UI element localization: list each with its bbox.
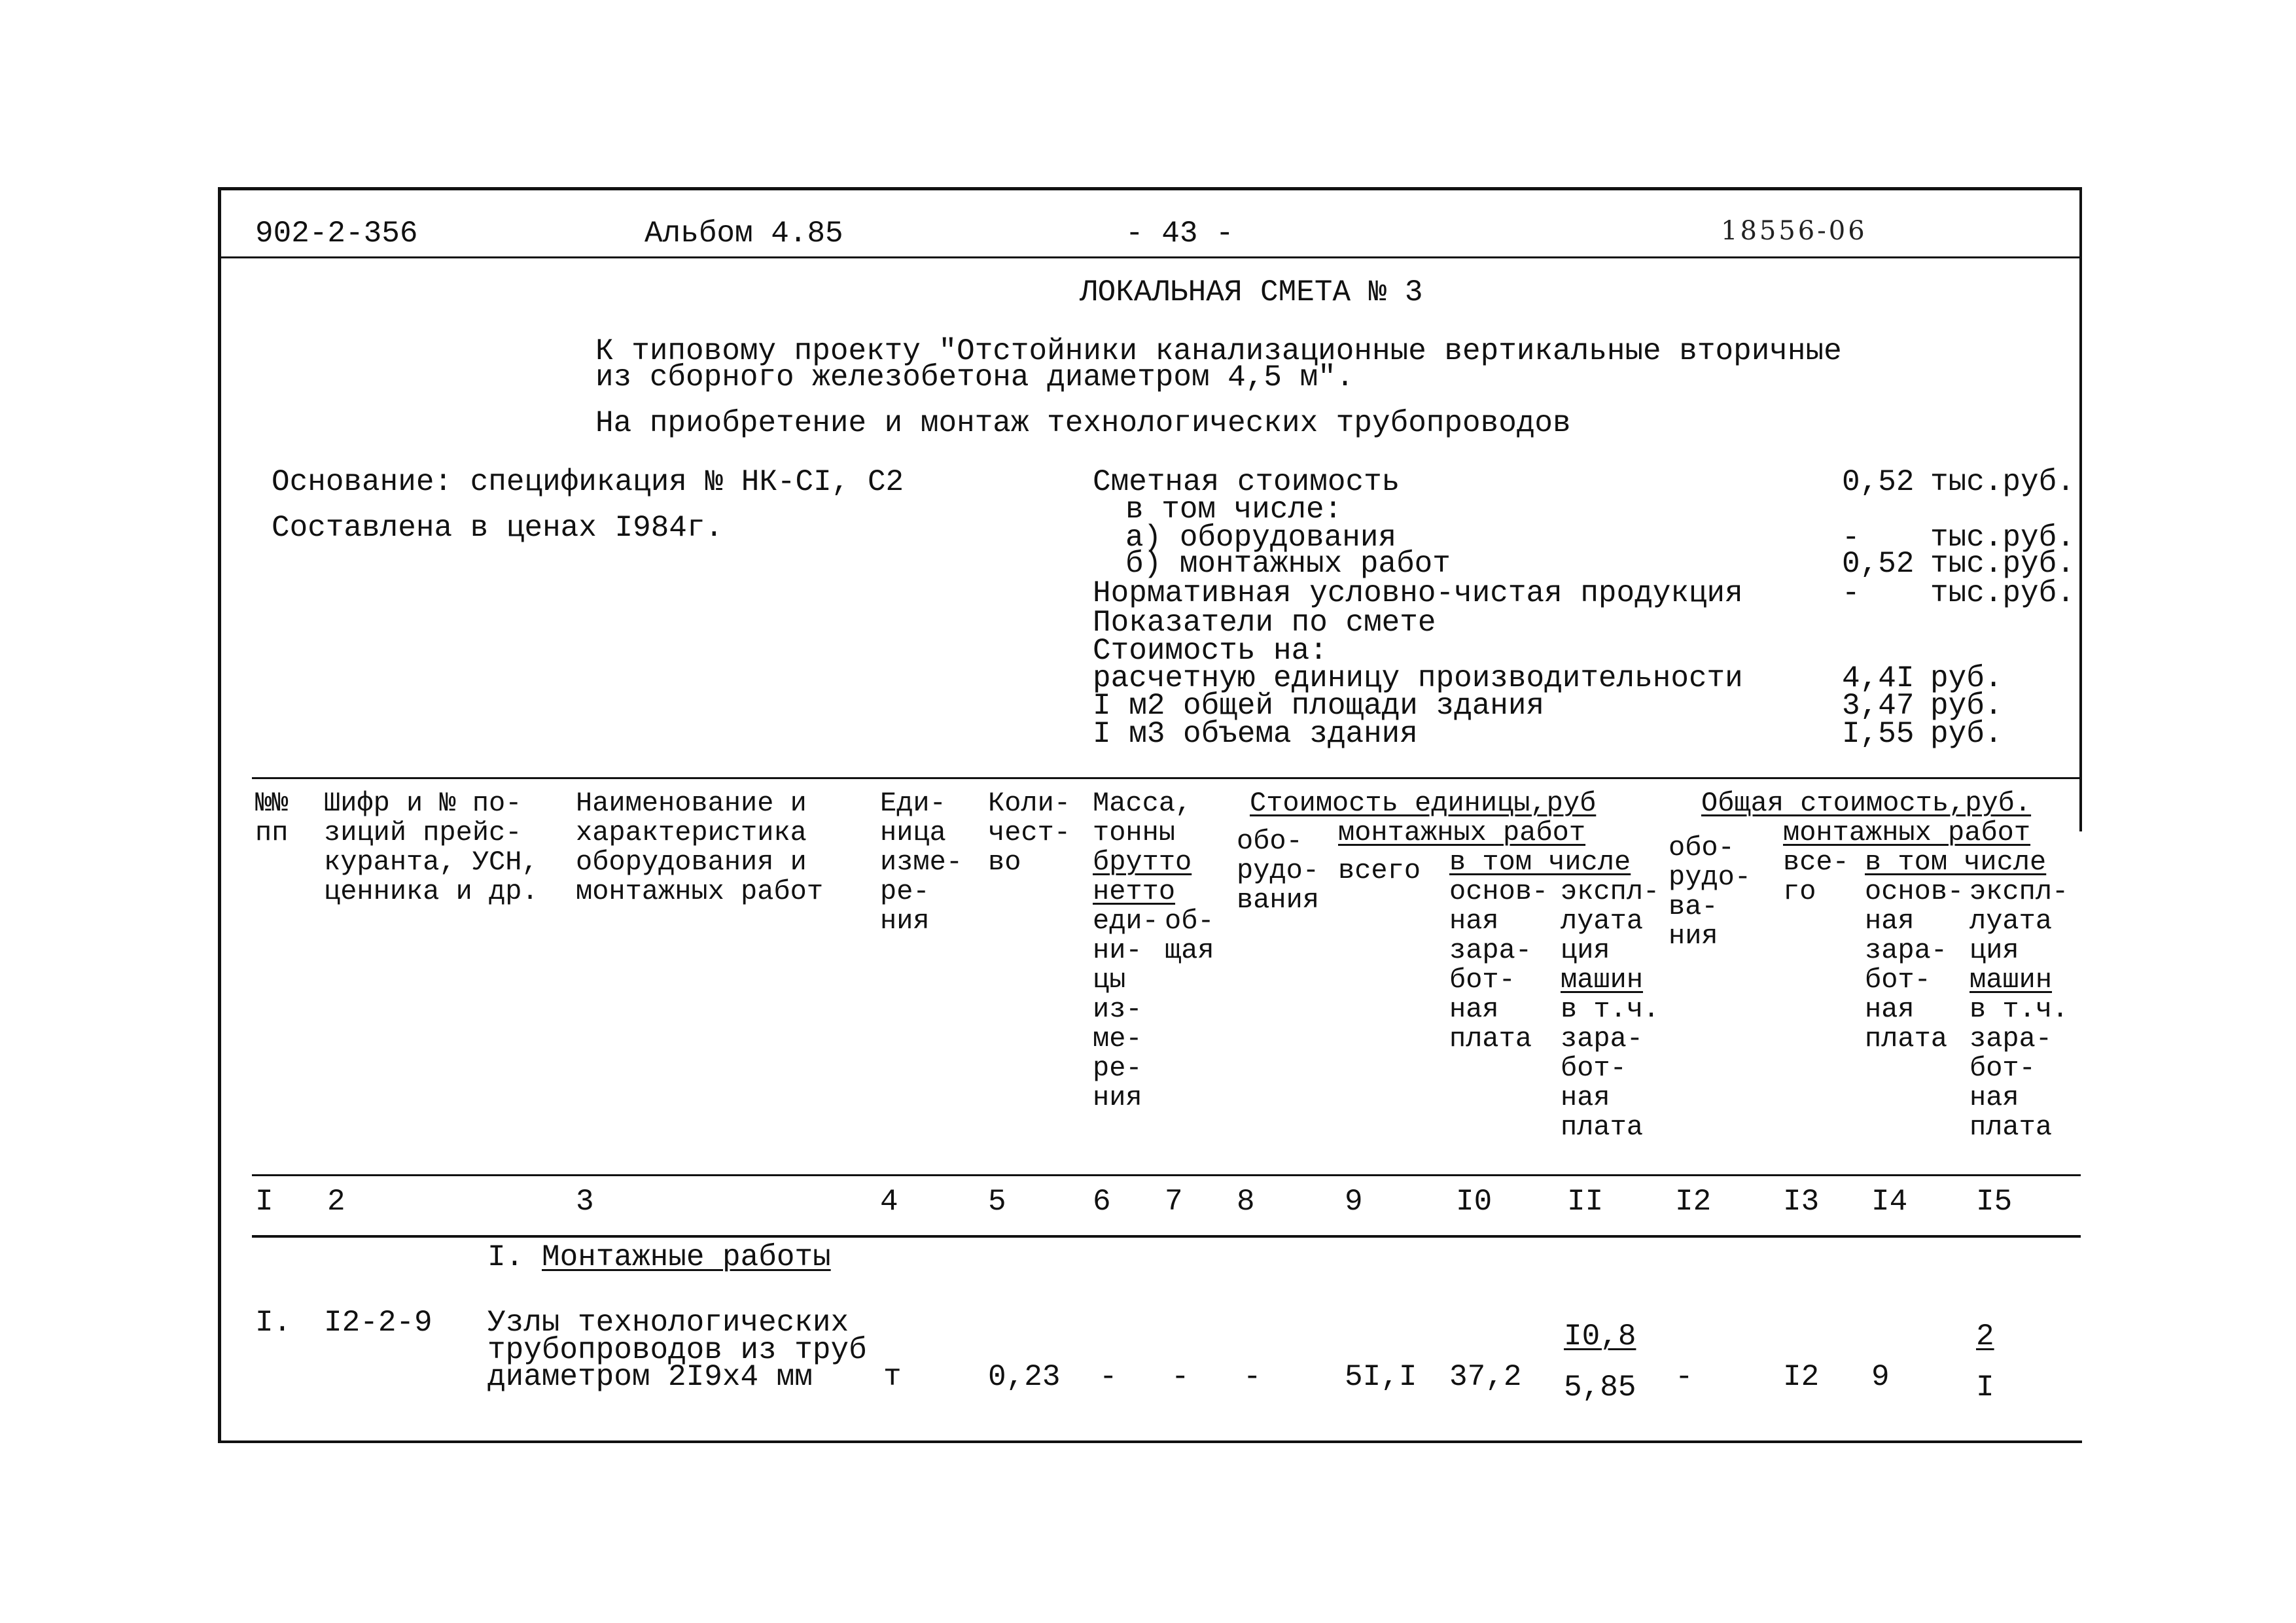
header-col4-line: изме- xyxy=(880,846,963,878)
column-number: 6 xyxy=(1093,1185,1111,1219)
column-number: 3 xyxy=(576,1185,594,1219)
header-col15-line: плата xyxy=(1969,1111,2053,1143)
summary-value: - xyxy=(1842,521,1860,555)
header-col14-line: основ- xyxy=(1865,876,1964,907)
header-col11-line: луата xyxy=(1561,905,1644,937)
header-total-cost-installation: монтажных работ xyxy=(1783,817,2031,848)
row-name-line: трубопроводов из труб xyxy=(487,1333,867,1367)
row-mass-total: - xyxy=(1171,1360,1190,1394)
header-col14-line: ная xyxy=(1865,905,1915,937)
frame-right-line xyxy=(2079,187,2082,831)
header-col2-line: куранта, УСН, xyxy=(324,846,539,878)
header-col15-line: машин xyxy=(1969,964,2053,996)
column-number: I xyxy=(255,1185,274,1219)
header-col15-line: бот- xyxy=(1969,1053,2036,1084)
summary-label: Показатели по смете xyxy=(1093,606,1436,640)
row-name-line: диаметром 2I9x4 мм xyxy=(487,1360,813,1394)
summary-value: - xyxy=(1842,576,1860,610)
row-unit: т xyxy=(883,1360,902,1394)
header-col6-line: ре- xyxy=(1093,1053,1142,1084)
header-col12-line: рудо- xyxy=(1669,862,1752,893)
summary-label: расчетную единицу производительности xyxy=(1093,661,1743,695)
header-col15-line: луата xyxy=(1969,905,2053,937)
summary-label: б) монтажных работ xyxy=(1125,547,1451,581)
header-unit-cost-installation: монтажных работ xyxy=(1338,817,1586,848)
column-numbers-bottom-line xyxy=(252,1235,2081,1238)
summary-label: I м3 объема здания xyxy=(1093,717,1418,751)
album-label: Альбом 4.85 xyxy=(645,217,843,251)
header-col3-line: монтажных работ xyxy=(576,876,824,907)
summary-label: Сметная стоимость xyxy=(1093,465,1400,499)
header-col6-line: еди- xyxy=(1093,905,1159,937)
header-col2-line: ценника и др. xyxy=(324,876,539,907)
summary-unit: руб. xyxy=(1930,717,2003,751)
frame-left-line xyxy=(218,187,221,1443)
header-col11-line: зара- xyxy=(1561,1023,1644,1055)
header-col8-line: вания xyxy=(1237,884,1320,916)
summary-unit: тыс.руб. xyxy=(1930,465,2075,499)
column-number: I5 xyxy=(1976,1185,2013,1219)
header-total-cost-including: в том числе xyxy=(1865,846,2047,878)
summary-label: Стоимость на: xyxy=(1093,634,1328,668)
row-install-total: I2 xyxy=(1783,1360,1820,1394)
header-col1-line: пп xyxy=(255,817,289,848)
header-col11-line: бот- xyxy=(1561,1053,1627,1084)
header-col10-line: плата xyxy=(1449,1023,1532,1055)
column-number: 4 xyxy=(880,1185,898,1219)
header-col3-line: оборудования и xyxy=(576,846,807,878)
header-col10-line: основ- xyxy=(1449,876,1549,907)
basis-spec: Основание: спецификация № НК-СI, С2 xyxy=(272,465,904,499)
row-machine-unit: I0,8 xyxy=(1564,1319,1636,1353)
header-col12-line: обо- xyxy=(1669,832,1735,864)
row-code: I2-2-9 xyxy=(324,1306,433,1340)
section-title: Монтажные работы xyxy=(542,1240,831,1274)
header-col10-line: зара- xyxy=(1449,935,1532,966)
document-code: 902-2-356 xyxy=(255,217,418,251)
row-number: I. xyxy=(255,1306,292,1340)
header-col8-line: рудо- xyxy=(1237,855,1320,886)
row-name-line: Узлы технологических xyxy=(487,1306,849,1340)
column-number: 2 xyxy=(327,1185,345,1219)
header-col15-line: ция xyxy=(1969,935,2019,966)
header-unit-cost-including: в том числе xyxy=(1449,846,1631,878)
summary-unit: тыс.руб. xyxy=(1930,521,2075,555)
row-wages-total: 9 xyxy=(1871,1360,1890,1394)
row-wages-unit: 37,2 xyxy=(1449,1360,1522,1394)
header-col14-line: зара- xyxy=(1865,935,1948,966)
column-number: II xyxy=(1567,1185,1604,1219)
column-number: I3 xyxy=(1783,1185,1820,1219)
purpose-line: На приобретение и монтаж технологических трубопроводов xyxy=(595,406,1571,440)
column-number: I4 xyxy=(1871,1185,1908,1219)
row-machine-wages-total: I xyxy=(1976,1370,1994,1405)
header-col15-line: ная xyxy=(1969,1082,2019,1113)
header-col6-line: из- xyxy=(1093,994,1142,1025)
header-col11-line: машин xyxy=(1561,964,1644,996)
header-mass-gross: брутто xyxy=(1093,846,1192,878)
header-col3-line: Наименование и xyxy=(576,788,807,819)
column-number: 7 xyxy=(1165,1185,1183,1219)
summary-unit: тыс.руб. xyxy=(1930,576,2075,610)
summary-label: а) оборудования xyxy=(1125,521,1397,555)
summary-value: 3,47 xyxy=(1842,689,1915,723)
table-header-bottom-line xyxy=(252,1174,2081,1176)
header-col6-line: ния xyxy=(1093,1082,1142,1113)
header-col12-line: ва- xyxy=(1669,891,1718,922)
summary-value: 4,4I xyxy=(1842,661,1915,695)
header-col13-line: го xyxy=(1783,876,1816,907)
header-divider-line xyxy=(219,256,2081,258)
project-line-1: К типовому проекту "Отстойники канализационные вертикальные вторичные xyxy=(595,334,1842,368)
section-number: I. xyxy=(487,1240,524,1274)
page-number: - 43 - xyxy=(1125,217,1234,251)
project-line-2: из сборного железобетона диаметром 4,5 м". xyxy=(595,360,1354,394)
header-total-cost-title: Общая стоимость,руб. xyxy=(1701,788,2032,819)
header-col11-line: плата xyxy=(1561,1111,1644,1143)
header-col11-line: ная xyxy=(1561,1082,1610,1113)
summary-label: I м2 общей площади здания xyxy=(1093,689,1545,723)
header-col10-line: бот- xyxy=(1449,964,1515,996)
summary-value: I,55 xyxy=(1842,717,1915,751)
header-col4-line: ния xyxy=(880,905,930,937)
row-mass-unit: - xyxy=(1099,1360,1118,1394)
header-col4-line: ре- xyxy=(880,876,930,907)
header-col7-line: щая xyxy=(1165,935,1214,966)
column-number: I2 xyxy=(1675,1185,1712,1219)
header-col1-line: №№ xyxy=(255,788,289,819)
header-col14-line: плата xyxy=(1865,1023,1948,1055)
header-col6-line: ни- xyxy=(1093,935,1142,966)
header-col10-line: ная xyxy=(1449,994,1499,1025)
header-col10-line: ная xyxy=(1449,905,1499,937)
header-col5-line: Коли- xyxy=(988,788,1071,819)
handwritten-number: 18556-06 xyxy=(1721,216,1867,246)
header-col6-line: цы xyxy=(1093,964,1126,996)
header-col6-line: ме- xyxy=(1093,1023,1142,1055)
row-quantity: 0,23 xyxy=(988,1360,1061,1394)
header-unit-cost-title: Стоимость единицы,руб xyxy=(1250,788,1597,819)
frame-bottom-line xyxy=(218,1440,2082,1443)
header-col2-line: зиций прейс- xyxy=(324,817,522,848)
header-col15-line: зара- xyxy=(1969,1023,2053,1055)
summary-unit: руб. xyxy=(1930,689,2003,723)
header-col4-line: ница xyxy=(880,817,946,848)
header-col3-line: характеристика xyxy=(576,817,807,848)
summary-unit: тыс.руб. xyxy=(1930,547,2075,581)
summary-unit: руб. xyxy=(1930,661,2003,695)
row-machine-wages-unit: 5,85 xyxy=(1564,1370,1636,1405)
header-col15-line: в т.ч. xyxy=(1969,994,2069,1025)
header-col13-line: все- xyxy=(1783,846,1849,878)
row-install-total-unit: 5I,I xyxy=(1345,1360,1417,1394)
header-mass-net: нетто xyxy=(1093,876,1176,907)
table-top-line xyxy=(252,777,2081,779)
header-col11-line: экспл- xyxy=(1561,876,1660,907)
frame-top-line xyxy=(218,187,2082,190)
document-heading: ЛОКАЛЬНАЯ СМЕТА № 3 xyxy=(1080,275,1423,309)
column-number: 8 xyxy=(1237,1185,1255,1219)
header-col8-line: обо- xyxy=(1237,826,1303,857)
column-number: 9 xyxy=(1345,1185,1363,1219)
row-machine-total: 2 xyxy=(1976,1319,1994,1353)
header-col11-line: ция xyxy=(1561,935,1610,966)
header-col14-line: бот- xyxy=(1865,964,1931,996)
column-number: 5 xyxy=(988,1185,1006,1219)
header-col5-line: во xyxy=(988,846,1021,878)
header-col11-line: в т.ч. xyxy=(1561,994,1660,1025)
header-mass-title: Масса, xyxy=(1093,788,1192,819)
header-mass-title: тонны xyxy=(1093,817,1176,848)
summary-value: 0,52 xyxy=(1842,547,1915,581)
summary-label: Нормативная условно-чистая продукция xyxy=(1093,576,1743,610)
row-equipment-total: - xyxy=(1675,1360,1693,1394)
header-col15-line: экспл- xyxy=(1969,876,2069,907)
header-col7-line: об- xyxy=(1165,905,1214,937)
header-col12-line: ния xyxy=(1669,920,1718,952)
basis-prices: Составлена в ценах I984г. xyxy=(272,511,724,545)
header-col2-line: Шифр и № по- xyxy=(324,788,522,819)
header-col4-line: Еди- xyxy=(880,788,946,819)
header-col5-line: чест- xyxy=(988,817,1071,848)
summary-value: 0,52 xyxy=(1842,465,1915,499)
column-number: I0 xyxy=(1456,1185,1492,1219)
summary-label: в том числе: xyxy=(1125,493,1343,527)
row-equipment-unit: - xyxy=(1243,1360,1262,1394)
header-col9-total: всего xyxy=(1338,855,1421,886)
header-col14-line: ная xyxy=(1865,994,1915,1025)
